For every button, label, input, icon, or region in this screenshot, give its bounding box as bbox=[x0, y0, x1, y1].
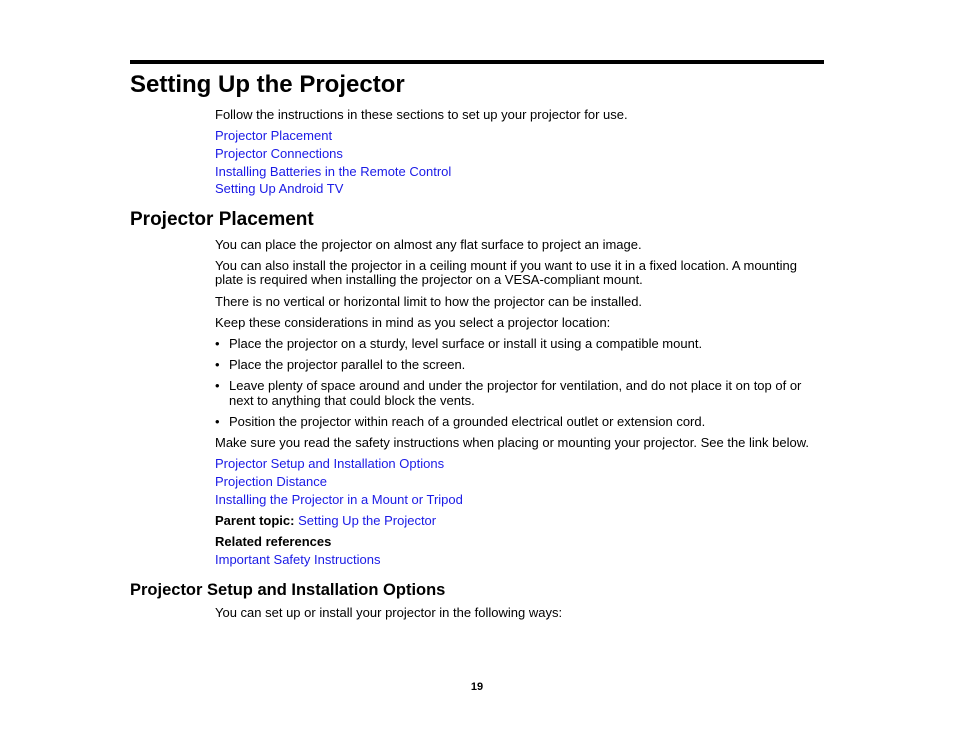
para-ceiling-mount-line2: plate is required when installing the projector on a VESA-compliant mount. bbox=[215, 272, 643, 287]
link-projector-connections[interactable]: Projector Connections bbox=[215, 146, 343, 161]
title-rule bbox=[130, 60, 824, 64]
para-ceiling-mount-line1: You can also install the projector in a ceiling mount if you want to use it in a fixed location. A mounting bbox=[215, 258, 797, 273]
page-number: 19 bbox=[470, 681, 484, 693]
link-important-safety-instructions[interactable]: Important Safety Instructions bbox=[215, 552, 381, 567]
link-projector-placement[interactable]: Projector Placement bbox=[215, 128, 333, 143]
para-safety: Make sure you read the safety instructions when placing or mounting your projector. See the link below. bbox=[215, 435, 809, 450]
para-no-limit: There is no vertical or horizontal limit to how the projector can be installed. bbox=[215, 294, 643, 309]
parent-topic-label: Parent topic: bbox=[215, 513, 295, 528]
subsection-intro: You can set up or install your projector in the following ways: bbox=[215, 605, 563, 620]
page-title: Setting Up the Projector bbox=[130, 71, 405, 98]
bullet-marker: • bbox=[215, 357, 220, 372]
link-setup-installation-options[interactable]: Projector Setup and Installation Options bbox=[215, 456, 445, 471]
bullet-item-parallel: Place the projector parallel to the screen. bbox=[229, 357, 466, 372]
bullet-item-sturdy-surface: Place the projector on a sturdy, level surface or install it using a compatible mount. bbox=[229, 336, 703, 351]
bullet-marker: • bbox=[215, 336, 220, 351]
related-references-label: Related references bbox=[215, 534, 332, 549]
link-parent-topic[interactable]: Setting Up the Projector bbox=[298, 513, 437, 528]
parent-topic bbox=[215, 513, 436, 528]
bullet-marker: • bbox=[215, 378, 220, 393]
para-considerations: Keep these considerations in mind as you select a projector location: bbox=[215, 315, 611, 330]
bullet-item-ventilation-line2: next to anything that could block the vents. bbox=[229, 393, 475, 408]
para-flat-surface: You can place the projector on almost any flat surface to project an image. bbox=[215, 237, 642, 252]
link-installing-batteries[interactable]: Installing Batteries in the Remote Control bbox=[215, 164, 452, 179]
section-heading: Projector Placement bbox=[130, 209, 314, 230]
link-setting-up-android-tv[interactable]: Setting Up Android TV bbox=[215, 181, 344, 196]
bullet-item-ventilation-line1: Leave plenty of space around and under the projector for ventilation, and do not place it on top of or bbox=[229, 378, 802, 393]
subsection-heading: Projector Setup and Installation Options bbox=[130, 581, 446, 599]
bullet-marker: • bbox=[215, 414, 220, 429]
bullet-item-outlet: Position the projector within reach of a grounded electrical outlet or extension cord. bbox=[229, 414, 706, 429]
intro-text: Follow the instructions in these sections to set up your projector for use. bbox=[215, 107, 628, 122]
link-projection-distance[interactable]: Projection Distance bbox=[215, 474, 327, 489]
link-installing-mount-tripod[interactable]: Installing the Projector in a Mount or Tripod bbox=[215, 492, 463, 507]
